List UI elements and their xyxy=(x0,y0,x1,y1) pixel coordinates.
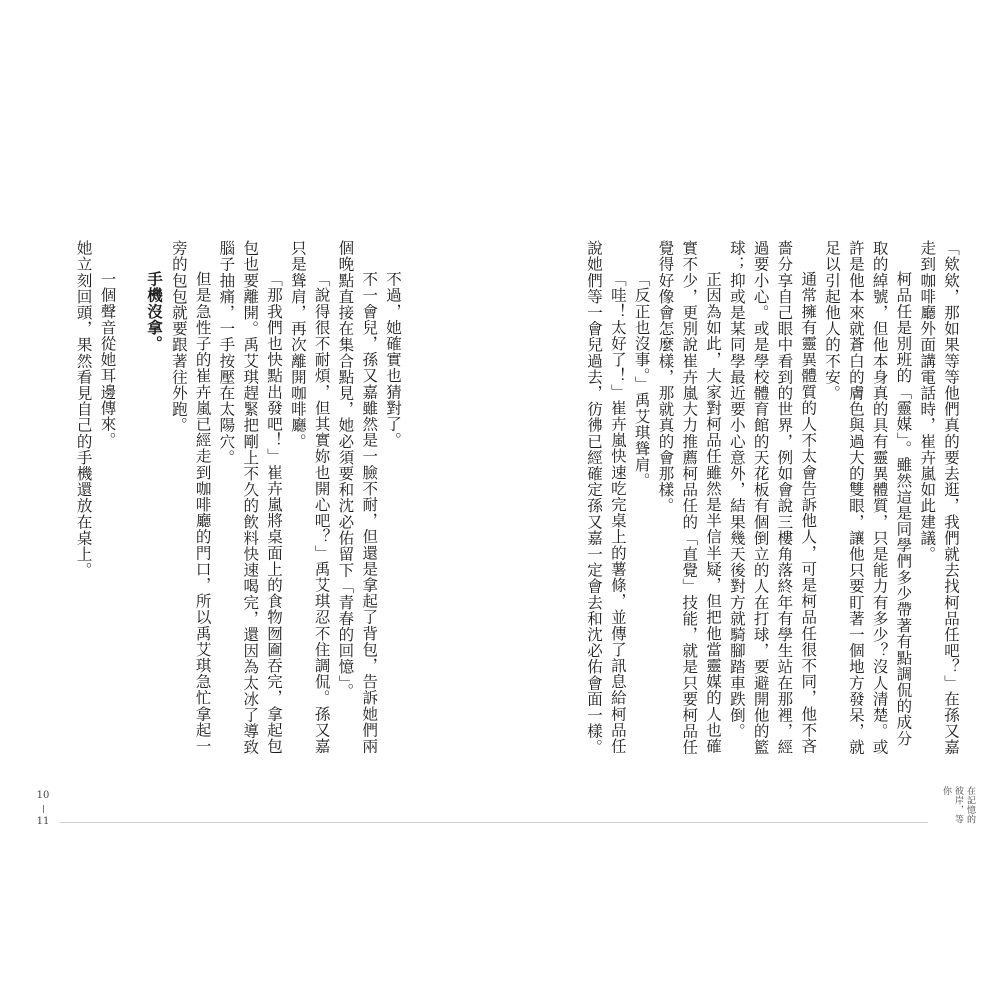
paragraph: 正因為如此，大家對柯品任雖然是半信半疑，但把他當靈媒的人也確實不少，更別說崔卉嵐大力推薦柯品任的「直覺」技能，就是只要柯品任覺得好像會怎麼樣，那就真的會那樣。 xyxy=(656,240,723,756)
footer-rule xyxy=(60,822,500,823)
emphasis-line: 手機沒拿。 xyxy=(145,271,165,352)
paragraph: 但是急性子的崔卉嵐已經走到咖啡廳的門口，所以禹艾琪急忙拿起一旁的包包就要跟著往外跑。 xyxy=(169,240,212,754)
paragraph: 「那我們也快點出發吧！」崔卉嵐將桌面上的食物囫圇吞完，拿起包包也要離開。禹艾琪趕緊把剛上不久的飲料快速喝完，還因為太冰了導致腦子抽痛，一手按壓在太陽穴。 xyxy=(217,240,284,756)
footer-rule xyxy=(500,822,928,823)
paragraph: 柯品任是別班的「靈媒」。雖然這是同學們多少帶著有點調侃的成分取的綽號，但他本身真的具有靈異體質，只是能力有多少？沒人清楚。或許是他本來就蒼白的膚色與過大的雙眼，讓他只要盯著一個地方發呆，就足以引起他人的不安。 xyxy=(823,240,913,756)
page-number-right: 11 xyxy=(36,816,50,827)
paragraph: 「反正也沒事。」禹艾琪聳肩。 xyxy=(632,271,651,489)
paragraph: 「說得很不耐煩，但其實妳也開心吧？」禹艾琪忍不住調侃。孫又嘉只是聳肩，再次離開咖啡廳。 xyxy=(288,240,331,754)
paragraph: 不過，她確實也猜對了。 xyxy=(384,271,402,449)
folio-divider xyxy=(43,805,44,813)
page-numbers xyxy=(28,790,58,828)
left-page-text-column xyxy=(54,240,404,762)
paragraph: 一個聲音從她耳邊傳來。 xyxy=(98,271,117,449)
right-page-text-column xyxy=(585,240,962,762)
paragraph: 「哇！太好了！」崔卉嵐快速吃完桌上的薯條，並傳了訊息給柯品任說她們等一會兒過去，彷彿已經確定孫又嘉一定會去和沈必佑會面一樣。 xyxy=(585,240,627,756)
running-title: 在記憶的彼岸，等你 xyxy=(941,786,975,824)
paragraph: 她立刻回頭，果然看見自己的手機還放在桌上。 xyxy=(74,240,93,579)
paragraph: 「欸欸，那如果等等他們真的要去逛，我們就去找柯品任吧？」在孫又嘉走到咖啡廳外面講電話時，崔卉嵐如此建議。 xyxy=(918,240,960,756)
right-page xyxy=(500,0,1000,1000)
paragraph: 通常擁有靈異體質的人不太會告訴他人，可是柯品任很不同，他不吝嗇分享自己眼中看到的世界，例如會說三樓角落終年有學生站在那裡，經過要小心。或是學校體育館的天花板有個倒立的人在打球，要避開他的籃球；抑或是某同學最近要小心意外，結果幾天後對方就騎腳踏車跌倒。 xyxy=(727,240,818,756)
paragraph: 不一會兒，孫又嘉雖然是一臉不耐，但還是拿起了背包，告訴她們兩個晚點直接在集合點見，她必須要和沈必佑留下「青春的回憶」。 xyxy=(336,240,379,754)
page-number-left: 10 xyxy=(36,790,50,801)
